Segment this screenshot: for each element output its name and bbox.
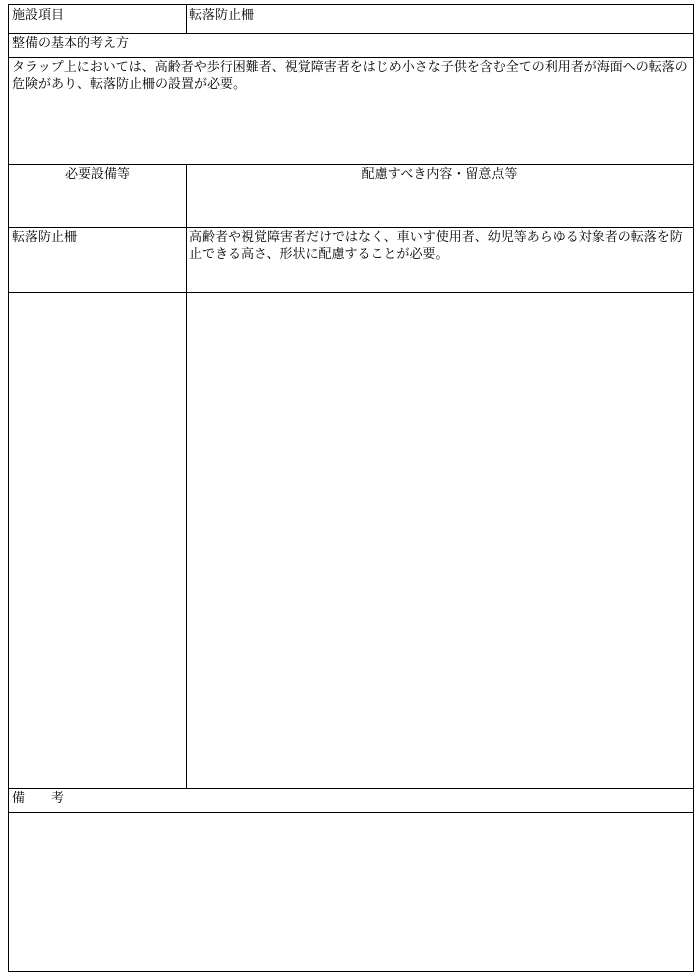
equipment-cell: 転落防止柵 xyxy=(12,230,78,245)
remarks-heading: 備 考 xyxy=(12,791,65,806)
remarks-body xyxy=(9,812,693,971)
equipment-column-header: 必要設備等 xyxy=(64,167,130,182)
empty-equipment-cell xyxy=(9,292,186,788)
notes-cell: 高齢者や視覚障害者だけではなく、車いす使用者、幼児等あらゆる対象者の転落を防止できる高さ、形状に配慮することが必要。 xyxy=(189,230,683,262)
empty-notes-cell xyxy=(186,292,693,788)
policy-heading: 整備の基本的考え方 xyxy=(12,36,130,51)
facility-item-value: 転落防止柵 xyxy=(189,8,255,23)
facility-sheet xyxy=(8,4,694,972)
policy-body: タラップ上においては、高齢者や歩行困難者、視覚障害者をはじめ小さな子供を含む全ての利用者が海面への転落の危険があり、転落防止柵の設置が必要。 xyxy=(12,60,688,92)
facility-item-label: 施設項目 xyxy=(12,8,65,23)
notes-column-header: 配慮すべき内容・留意点等 xyxy=(361,167,518,182)
